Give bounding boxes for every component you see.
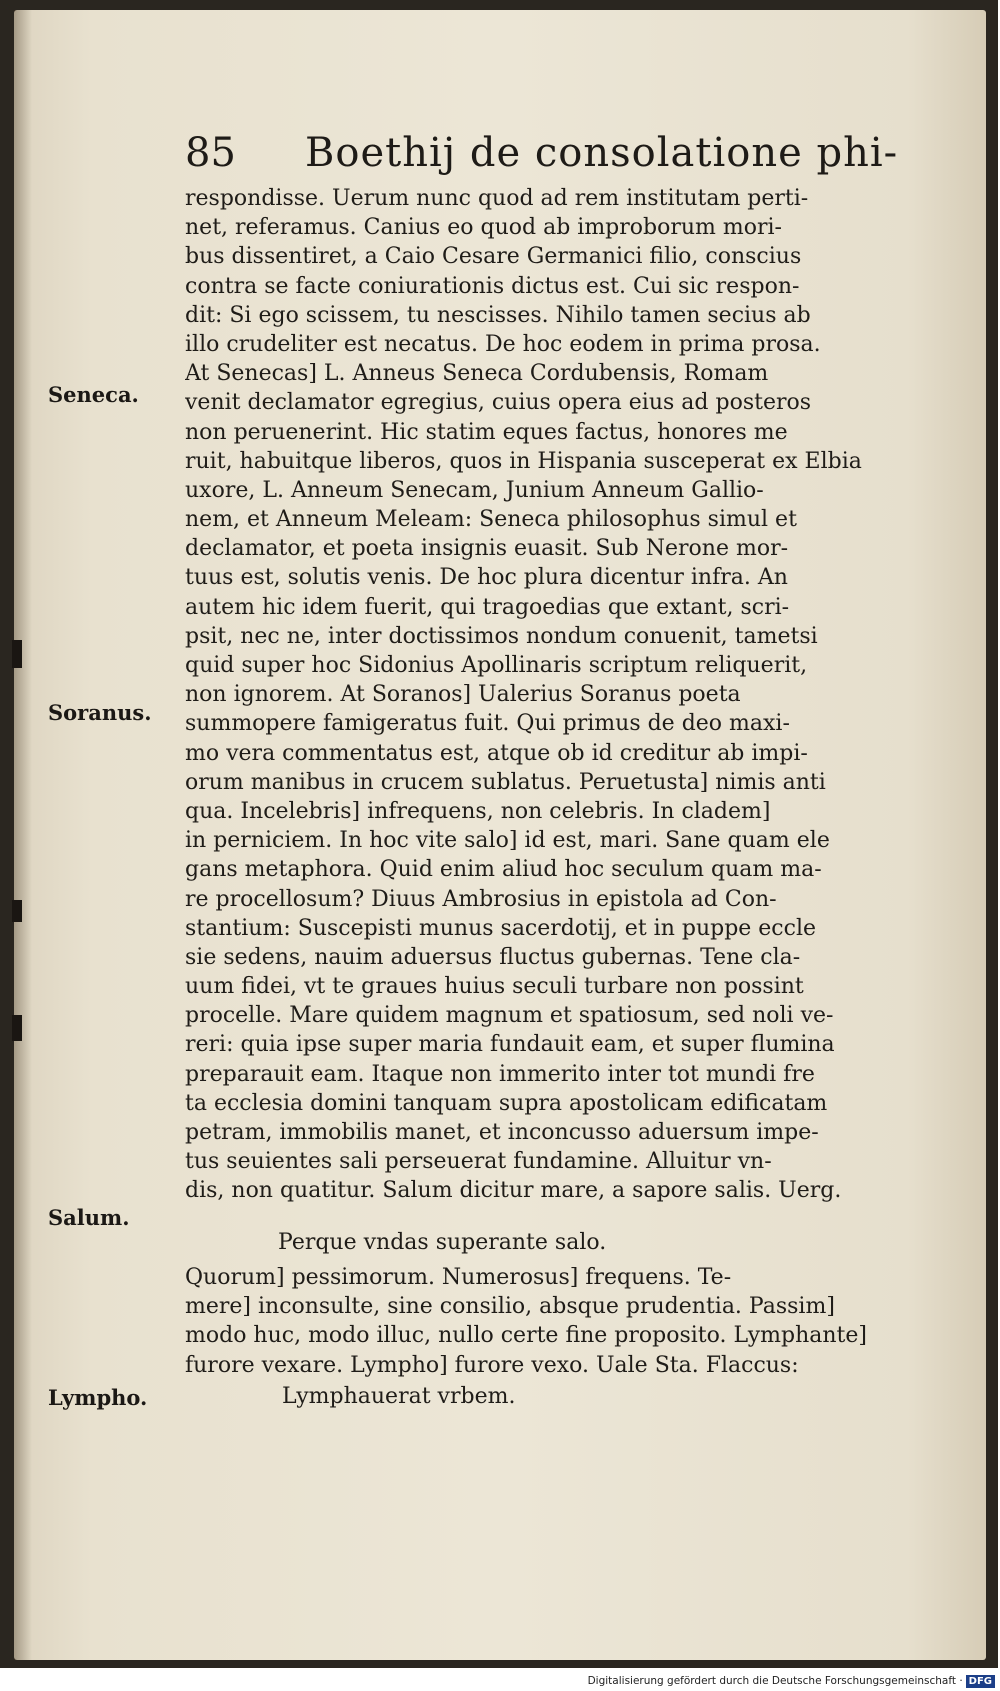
text-line: autem hic idem fuerit, qui tragoedias que extant, scri- xyxy=(185,594,790,620)
text-line: bus dissentiret, a Caio Cesare Germanici filio, conscius xyxy=(185,244,802,270)
gutter-shadow xyxy=(14,10,32,1660)
binding-mark xyxy=(12,640,22,668)
text-line: dis, non quatitur. Salum dicitur mare, a sapore salis. Uerg. xyxy=(185,1178,842,1204)
text-line: furore vexare. Lympho] furore vexo. Uale Sta. Flaccus: xyxy=(185,1352,799,1378)
text-line: tuus est, solutis venis. De hoc plura dicentur infra. An xyxy=(185,565,788,591)
text-line: stantium: Suscepisti munus sacerdotij, et in puppe eccle xyxy=(185,915,817,941)
main-text-block-continued xyxy=(185,1263,915,1380)
text-line: petram, immobilis manet, et inconcusso aduersum impe- xyxy=(185,1120,819,1145)
text-line: nem, et Anneum Meleam: Seneca philosophus simul et xyxy=(185,507,797,533)
verse-quote: Perque vndas superante salo. xyxy=(278,1230,607,1255)
text-line: respondisse. Uerum nunc quod ad rem institutam perti- xyxy=(185,186,809,211)
text-line: ta ecclesia domini tanquam supra apostolicam edificatam xyxy=(185,1090,828,1116)
text-line: non ignorem. At Soranos] Ualerius Soranus poeta xyxy=(185,682,741,708)
text-line: quid super hoc Sidonius Apollinaris scriptum reliquerit, xyxy=(185,653,808,678)
text-line: in perniciem. In hoc vite salo] id est, mari. Sane quam ele xyxy=(185,828,830,854)
marginal-note-salum: Salum. xyxy=(48,1205,130,1230)
marginal-note-soranus: Soranus. xyxy=(48,700,152,725)
text-line: venit declamator egregius, cuius opera eius ad posteros xyxy=(185,390,812,416)
text-line: orum manibus in crucem sublatus. Peruetusta] nimis anti xyxy=(185,769,826,795)
text-line: net, referamus. Canius eo quod ab improborum mori- xyxy=(185,215,782,241)
text-line: sie sedens, nauim aduersus fluctus gubernas. Tene cla- xyxy=(185,944,801,970)
page-header xyxy=(175,122,955,182)
text-line: uum fidei, vt te graues huius seculi turbare non possint xyxy=(185,974,804,1000)
text-line: Quorum] pessimorum. Numerosus] frequens. Te- xyxy=(185,1265,732,1290)
text-line: illo crudeliter est necatus. De hoc eodem in prima prosa. xyxy=(185,331,821,357)
text-line: mo vera commentatus est, atque ob id creditur ab impi- xyxy=(185,740,808,766)
text-line: summopere famigeratus fuit. Qui primus de deo maxi- xyxy=(185,711,790,737)
text-line: procelle. Mare quidem magnum et spatiosum, sed noli ve- xyxy=(185,1003,834,1029)
text-line: tus seuientes sali perseuerat fundamine. Alluitur vn- xyxy=(185,1149,772,1175)
final-verse-quote: Lymphauerat vrbem. xyxy=(282,1384,516,1409)
text-line: mere] inconsulte, sine consilio, absque prudentia. Passim] xyxy=(185,1294,835,1320)
text-line: At Senecas] L. Anneus Seneca Cordubensis, Romam xyxy=(185,361,769,387)
digitization-footer xyxy=(560,1675,995,1689)
marginal-note-lympho: Lympho. xyxy=(48,1385,148,1410)
text-line: non peruenerint. Hic statim eques factus, honores me xyxy=(185,419,788,445)
text-line: preparauit eam. Itaque non immerito inter tot mundi fre xyxy=(185,1061,815,1087)
text-line: reri: quia ipse super maria fundauit eam, et super flumina xyxy=(185,1032,835,1058)
running-title: Boethij de consolatione phi- xyxy=(305,130,899,176)
text-line: re procellosum? Diuus Ambrosius in epistola ad Con- xyxy=(185,886,777,912)
text-line: contra se facte coniurationis dictus est. Cui sic respon- xyxy=(185,273,800,299)
text-line: qua. Incelebris] infrequens, non celebris. In cladem] xyxy=(185,798,771,824)
binding-mark xyxy=(12,900,22,922)
text-line: declamator, et poeta insignis euasit. Sub Nerone mor- xyxy=(185,536,789,562)
folio-number: 85 xyxy=(185,130,236,176)
text-line: gans metaphora. Quid enim aliud hoc seculum quam ma- xyxy=(185,857,822,883)
text-line: uxore, L. Anneum Senecam, Junium Anneum Gallio- xyxy=(185,477,764,503)
text-line: ruit, habuitque liberos, quos in Hispania susceperat ex Elbia xyxy=(185,448,862,474)
dfg-logo: DFG xyxy=(966,1675,995,1688)
marginal-note-seneca: Seneca. xyxy=(48,382,139,407)
main-text-block xyxy=(185,184,915,1206)
text-line: modo huc, modo illuc, nullo certe fine proposito. Lymphante] xyxy=(185,1323,867,1349)
text-line: dit: Si ego scissem, tu nescisses. Nihilo tamen secius ab xyxy=(185,302,811,328)
text-line: psit, nec ne, inter doctissimos nondum conuenit, tametsi xyxy=(185,623,818,649)
binding-mark xyxy=(12,1015,22,1041)
footer-text: Digitalisierung gefördert durch die Deutsche Forschungsgemeinschaft · xyxy=(587,1675,963,1687)
